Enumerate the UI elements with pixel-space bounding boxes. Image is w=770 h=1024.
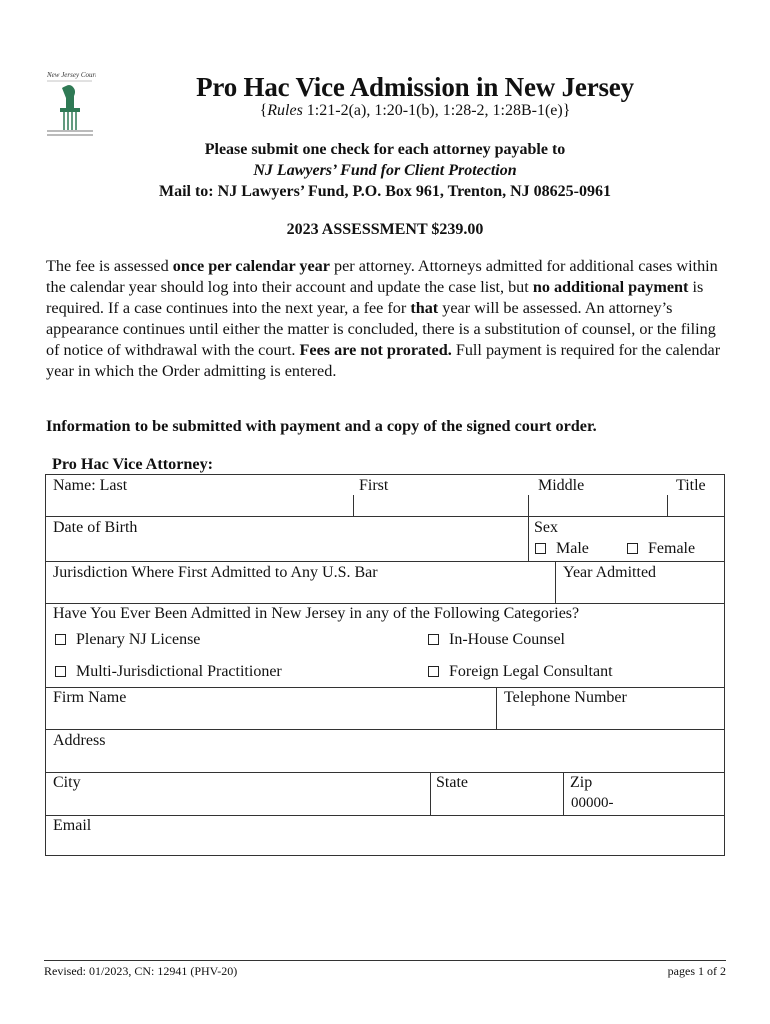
category-inhouse[interactable]: In-House Counsel xyxy=(428,631,565,649)
column-divider xyxy=(555,561,556,603)
firm-name-field[interactable]: Firm Name xyxy=(53,689,127,706)
assessment-amount: 2023 ASSESSMENT $239.00 xyxy=(286,221,484,238)
address-field[interactable]: Address xyxy=(53,732,106,749)
row-divider xyxy=(46,687,724,688)
name-title-field[interactable]: Title xyxy=(676,477,706,494)
row-divider xyxy=(46,772,724,773)
row-divider xyxy=(46,561,724,562)
mailing-address: Mail to: NJ Lawyers’ Fund, P.O. Box 961, Trenton, NJ 08625-0961 xyxy=(158,183,611,200)
inhouse-checkbox[interactable] xyxy=(428,634,439,645)
year-admitted-field[interactable]: Year Admitted xyxy=(563,564,657,581)
nj-courts-logo xyxy=(44,68,96,140)
plenary-checkbox[interactable] xyxy=(55,634,66,645)
mjp-checkbox[interactable] xyxy=(55,666,66,677)
column-divider xyxy=(528,495,529,516)
attorney-form xyxy=(45,474,725,856)
sex-male-option[interactable]: Male xyxy=(535,540,589,558)
page-number: pages 1 of 2 xyxy=(667,964,726,978)
row-divider xyxy=(46,603,724,604)
jurisdiction-field[interactable]: Jurisdiction Where First Admitted to Any U.S. Bar xyxy=(53,564,378,581)
female-checkbox[interactable] xyxy=(627,543,638,554)
zip-label: Zip xyxy=(570,774,593,791)
column-divider xyxy=(528,516,529,561)
email-field[interactable]: Email xyxy=(53,817,92,834)
row-divider xyxy=(46,815,724,816)
state-field[interactable]: State xyxy=(436,774,468,791)
category-flc[interactable]: Foreign Legal Consultant xyxy=(428,663,613,681)
svg-text:New Jersey Courts: New Jersey Courts xyxy=(47,71,96,79)
footer-divider xyxy=(44,960,726,961)
name-middle-field[interactable]: Middle xyxy=(538,477,585,494)
category-mjp[interactable]: Multi-Jurisdictional Practitioner xyxy=(55,663,282,681)
page-title: Pro Hac Vice Admission in New Jersey xyxy=(196,72,634,102)
sex-female-option[interactable]: Female xyxy=(627,540,695,558)
column-divider xyxy=(353,495,354,516)
fee-explanation: The fee is assessed once per calendar year per attorney. Attorneys admitted for additional cases within the calendar year should log into their account and update the case list, but no additional payment is required. If a case continues into the next year, a fee for that year will be assessed. An attorney’s appearance continues until either the matter is concluded, there is a substitution of counsel, or the filing of notice of withdrawal with the court. Fees are not prorated. Full payment is required for the calendar year in which the Order admitting is entered. xyxy=(46,257,721,380)
row-divider xyxy=(46,729,724,730)
payee-name: NJ Lawyers’ Fund for Client Protection xyxy=(253,162,517,179)
payment-instruction: Please submit one check for each attorney payable to xyxy=(204,141,566,158)
zip-field[interactable]: 00000- xyxy=(571,795,614,811)
male-checkbox[interactable] xyxy=(535,543,546,554)
revision-note: Revised: 01/2023, CN: 12941 (PHV-20) xyxy=(44,964,238,978)
rules-citation: {Rules 1:21-2(a), 1:20-1(b), 1:28-2, 1:28B-1(e)} xyxy=(259,102,571,119)
column-divider xyxy=(430,772,431,815)
section-title: Pro Hac Vice Attorney: xyxy=(52,455,214,473)
row-divider xyxy=(46,516,724,517)
column-divider xyxy=(563,772,564,815)
sex-label: Sex xyxy=(534,519,558,536)
category-plenary[interactable]: Plenary NJ License xyxy=(55,631,200,649)
flc-checkbox[interactable] xyxy=(428,666,439,677)
info-heading: Information to be submitted with payment and a copy of the signed court order. xyxy=(46,417,597,435)
name-last-field[interactable]: Name: Last xyxy=(53,477,128,494)
categories-question: Have You Ever Been Admitted in New Jersey in any of the Following Categories? xyxy=(53,605,580,622)
telephone-field[interactable]: Telephone Number xyxy=(504,689,627,706)
dob-field[interactable]: Date of Birth xyxy=(53,519,138,536)
column-divider xyxy=(667,495,668,516)
column-divider xyxy=(496,687,497,729)
name-first-field[interactable]: First xyxy=(359,477,389,494)
city-field[interactable]: City xyxy=(53,774,81,791)
